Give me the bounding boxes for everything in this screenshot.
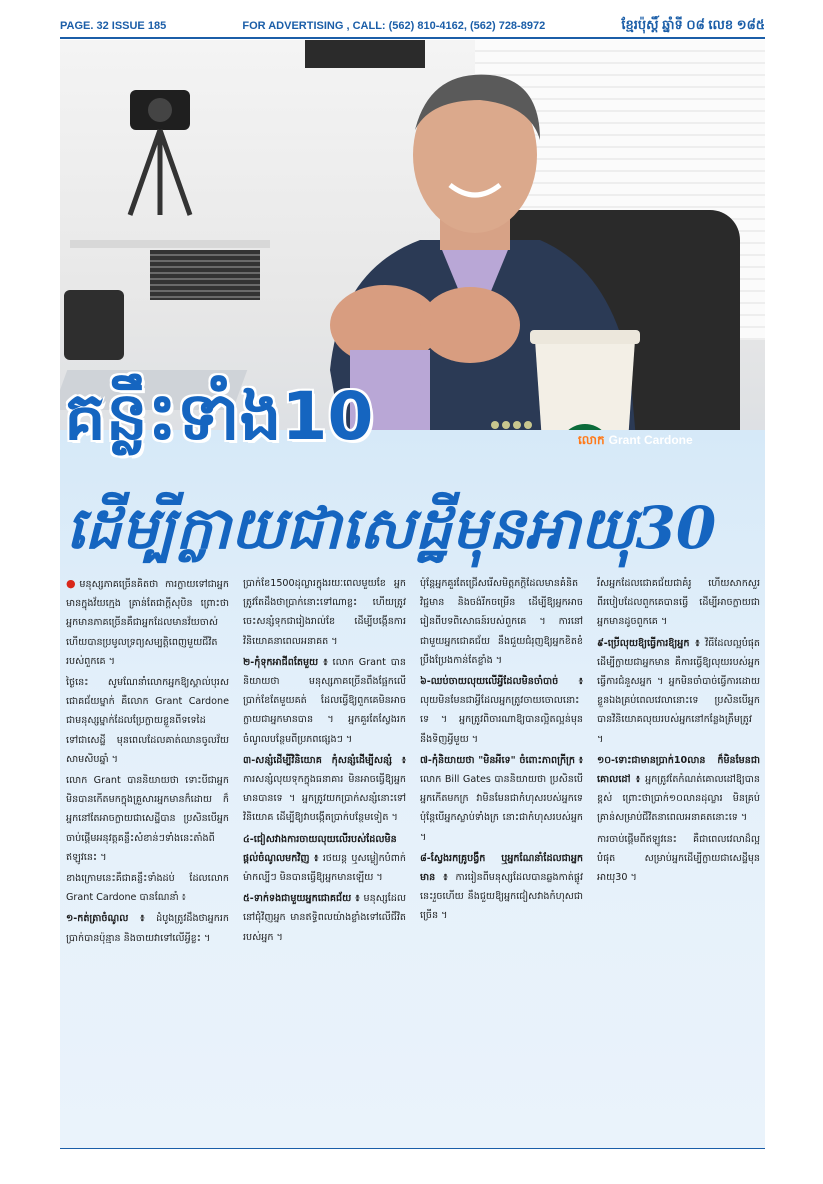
headline-line-2: ដើម្បីក្លាយជាសេដ្ឋីមុនអាយុ30	[66, 494, 717, 562]
page-header	[60, 16, 765, 36]
shelf	[70, 240, 270, 248]
tip-heading: ៦-ឈប់ចាយលុយលើអ្វីដែលមិនចាំបាច់ ៖	[420, 676, 583, 688]
advertising-contact: FOR ADVERTISING , CALL: (562) 810-4162, (562) 728-8972	[242, 20, 546, 32]
tip-text: មនុស្សដែលនៅជុំវិញអ្នក មានឥទ្ធិពលយ៉ាងខ្លាំងទៅលើជីវិតរបស់អ្នក ។	[243, 893, 406, 943]
tip-heading: ២-កុំទុកអាជីពតែមួយ ៖	[243, 656, 328, 668]
tip-text: លុយមិនមែនជាអ្វីដែលអ្នកត្រូវចាយចោលនោះទេ ។ អ្នកត្រូវពិចារណាឱ្យបានល្អិតល្អន់មុននឹងទិញអ្វីមួយ ។	[420, 695, 583, 745]
tip-10	[597, 751, 760, 828]
paragraph: ប្រាក់ខែ1500ដុល្លារក្នុងរយៈពេលមួយខែ អ្នកត្រូវតែដឹងថាប្រាក់នោះទៅណាខ្លះ ហើយត្រូវចេះសន្សំទុកជារៀងរាល់ខែ ដើម្បីបង្កើនការវិនិយោគនាពេលអនាគត ។	[243, 578, 406, 647]
header-rule	[60, 37, 765, 39]
tip-text: ដំបូងត្រូវដឹងថាអ្នករកប្រាក់បានប៉ុន្មាន និងចាយវាទៅលើអ្វីខ្លះ ។	[66, 913, 229, 944]
tip-text: លោក Grant បាននិយាយថា មនុស្សភាគច្រើនពឹងផ្អែកលើប្រាក់ខែតែមួយគត់ ដែលធ្វើឱ្យពួកគេមិនអាចក្លាយជាអ្នកមានបាន ។ អ្នកគួរតែស្វែងរកចំណូលបន្ថែមពីប្រភពផ្សេងៗ ។	[243, 656, 406, 745]
desk-phone-icon	[64, 290, 124, 360]
tip-heading: ១-កត់ត្រាចំណូល ៖	[66, 913, 145, 925]
tip-8	[420, 849, 583, 926]
wall-frame	[305, 40, 425, 68]
tip-text: វិធីដែលល្អបំផុតដើម្បីក្លាយជាអ្នកមាន គឺការធ្វើឱ្យលុយរបស់អ្នកធ្វើការជំនួសអ្នក ។ អ្នកមិនចាំបាច់ធ្វើការដោយខ្លួនឯងគ្រប់ពេលវេលានោះទេ ប្រសិនបើអ្នកបានវិនិយោគលុយរបស់អ្នកនៅកន្លែងត្រឹមត្រូវ ។	[597, 637, 760, 745]
paragraph: លោក Grant បាននិយាយថា ទោះបីជាអ្នកមិនបានកើតមកក្នុងគ្រួសារអ្នកមានក៏ដោយ ក៏អ្នកនៅតែអាចក្លាយជាសេដ្ឋីបាន ប្រសិនបើអ្នកចាប់ផ្តើមអនុវត្តគន្លឹះសំខាន់ៗទាំងនេះតាំងពីឥឡូវនេះ ។	[66, 775, 229, 863]
article-column-3	[420, 574, 583, 1146]
tip-heading: ៥-ទាក់ទងជាមួយអ្នកជោគជ័យ ៖	[243, 893, 360, 905]
bullet-icon: ●	[66, 577, 80, 590]
masthead-issue-khmer: ខ្មែរប៉ុស្តិ៍ ឆ្នាំទី ០៨ លេខ ១៨៥	[621, 16, 765, 32]
paragraph: ការចាប់ផ្តើមពីឥឡូវនេះ គឺជាពេលវេលាដ៏ល្អបំផុត សម្រាប់អ្នកដើម្បីក្លាយជាសេដ្ឋីមុនអាយុ30 ។	[597, 833, 760, 884]
article-column-1	[66, 574, 229, 1146]
author-prefix: លោក	[578, 433, 605, 447]
tip-text: អ្នកត្រូវតែកំណត់គោលដៅឱ្យបានខ្ពស់ ព្រោះថាប្រាក់១០លានដុល្លារ មិនគ្រប់គ្រាន់សម្រាប់ជីវិតនាពេលអនាគតនោះទេ ។	[597, 774, 760, 824]
tip-5	[243, 889, 406, 947]
tip-heading: ៤-ជៀសវាងការចាយលុយលើរបស់ដែលមិនផ្តល់ចំណូលមកវិញ ៖	[243, 833, 397, 864]
paragraph: ●មនុស្សភាគច្រើនគិតថា ការក្លាយទៅជាអ្នកមានក្នុងវ័យក្មេង គ្រាន់តែជាក្តីសុបិន ព្រោះថាអ្នកមានភាគច្រើនគឺជាអ្នកដែលមានវ័យចាស់ ហើយបានប្រមូលទ្រព្យសម្បត្តិពេញមួយជីវិតរបស់ពួកគេ ។	[66, 577, 229, 667]
article-column-4	[597, 574, 760, 1146]
tip-1	[66, 909, 229, 947]
tip-text: លោក Bill Gates បាននិយាយថា ប្រសិនបើអ្នកកើតមកក្រ វាមិនមែនជាកំហុសរបស់អ្នកទេ ប៉ុន្តែបើអ្នកស្លាប់ទាំងក្រ នោះជាកំហុសរបស់អ្នក ។	[420, 774, 583, 843]
author-byline	[578, 432, 718, 452]
tip-heading: ៣-សន្សំដើម្បីវិនិយោគ កុំសន្សំដើម្បីសន្សំ ៖	[243, 754, 406, 766]
headline-line-1: គន្លឹះទាំង10	[64, 378, 374, 455]
footer-rule	[60, 1148, 765, 1149]
tip-text: ការសន្សំលុយទុកក្នុងធនាគារ មិនអាចធ្វើឱ្យអ្នកមានបានទេ ។ អ្នកត្រូវយកប្រាក់សន្សំនោះទៅវិនិយោគ ដើម្បីឱ្យវាបង្កើតប្រាក់បន្ថែមទៀត ។	[243, 774, 406, 824]
author-name: Grant Cardone	[608, 433, 693, 447]
tip-text: រថយន្ត ឬសម្លៀកបំពាក់ម៉ាកល្បីៗ មិនបានធ្វើឱ្យអ្នកមានឡើយ ។	[243, 852, 406, 884]
tip-heading: ៨-ស្វែងរកគ្រូបង្វឹក ឬអ្នកណែនាំដែលជាអ្នកមាន ៖	[420, 852, 583, 884]
page-issue-label: PAGE. 32 ISSUE 185	[60, 20, 167, 32]
tip-6	[420, 672, 583, 749]
tip-heading: ១០-ទោះជាមានប្រាក់10លាន ក៏មិនមែនជាគោលដៅ ៖	[597, 754, 760, 786]
paragraph: ខាងក្រោមនេះគឺជាគន្លឹះទាំងដប់ ដែលលោក Grant Cardone បានណែនាំ ៖	[66, 873, 229, 904]
tip-2	[243, 653, 406, 749]
tip-text: ការរៀនពីមនុស្សដែលបានឆ្លងកាត់ផ្លូវនេះរួចហើយ នឹងជួយឱ្យអ្នកជៀសវាងកំហុសជាច្រើន ។	[420, 872, 583, 922]
camera-tripod-icon	[120, 90, 200, 220]
paragraph: ថ្ងៃនេះ សូមណែនាំលោកអ្នកឱ្យស្គាល់បុរសជោគជ័យម្នាក់ គឺលោក Grant Cardone ជាមនុស្សម្នាក់ដែលប្រែក្លាយខ្លួនពីទទេដៃ ទៅជាសេដ្ឋី មុនពេលដែលគាត់ឈានចូលវ័យសាមសិបឆ្នាំ ។	[66, 677, 229, 765]
tip-7	[420, 751, 583, 847]
book-stack	[150, 250, 260, 300]
tip-4	[243, 830, 406, 888]
article-body	[66, 574, 760, 1146]
tip-heading: ៩-ប្រើលុយឱ្យធ្វើការឱ្យអ្នក ៖	[597, 637, 700, 649]
tip-heading: ៧-កុំនិយាយថា "មិនអីទេ" ចំពោះភាពក្រីក្រ ៖	[420, 754, 583, 766]
tip-3	[243, 751, 406, 828]
paragraph: រីសអ្នកដែលជោគជ័យជាគំរូ ហើយសាកសួរពីរបៀបដែលពួកគេបានធ្វើ ដើម្បីអាចក្លាយជាអ្នកមានដូចពួកគេ ។	[597, 578, 760, 628]
paragraph: ប៉ុន្តែអ្នកគួរតែជ្រើសរើសមិត្តភក្តិដែលមានគំនិតវិជ្ជមាន និងចង់រីកចម្រើន ដើម្បីឱ្យអ្នកអាចរៀនពីបទពិសោធន៍របស់ពួកគេ ។ ការនៅជាមួយអ្នកជោគជ័យ នឹងជួយជំរុញឱ្យអ្នកខិតខំប្រឹងប្រែងកាន់តែខ្លាំង ។	[420, 578, 583, 666]
article-column-2	[243, 574, 406, 1146]
tip-9	[597, 634, 760, 749]
